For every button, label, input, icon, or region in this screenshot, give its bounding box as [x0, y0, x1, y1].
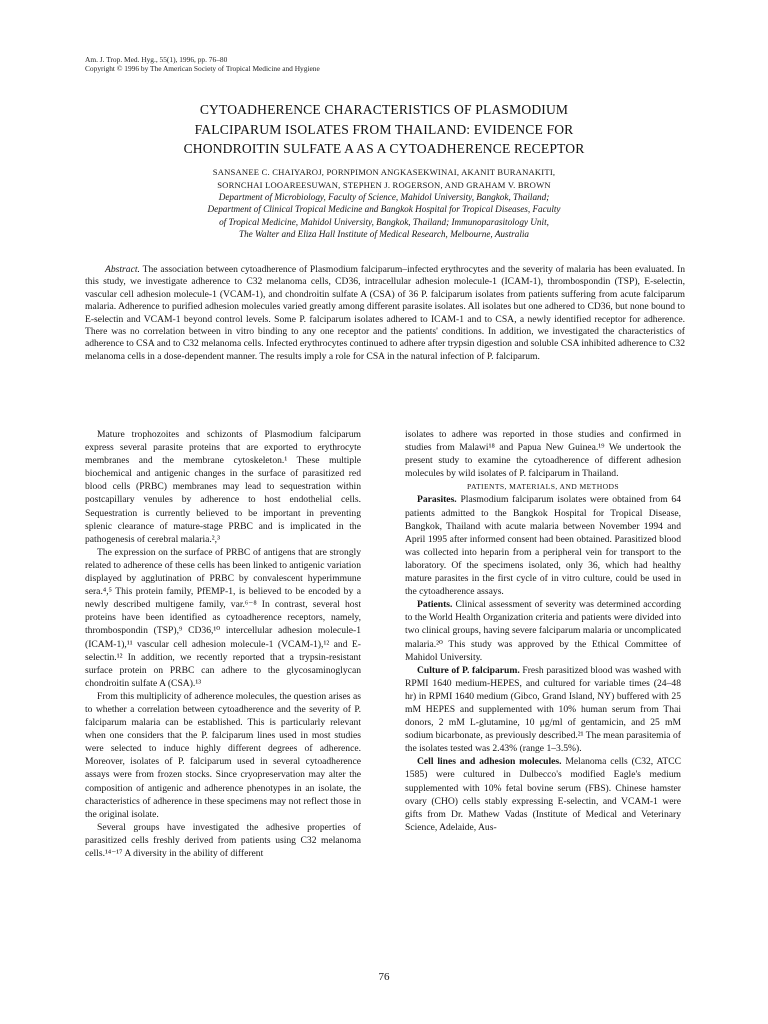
abstract-paragraph [85, 264, 685, 363]
page-number: 76 [378, 971, 390, 983]
body-paragraph: isolates to adhere was reported in those studies and confirmed in studies from Malawi¹⁸ and Papua New Guinea.¹⁹ We undertook the present study to examine the cytoadherence of different adhesion molecules by wild isolates of P. falciparum in Thailand. [405, 429, 681, 480]
author-line-2: SORNCHAI LOOAREESUWAN, STEPHEN J. ROGERSON, AND GRAHAM V. BROWN [217, 179, 551, 190]
title-line-1: CYTOADHERENCE CHARACTERISTICS OF PLASMODIUM [199, 102, 569, 117]
cell-lines-paragraph [405, 755, 681, 834]
paragraph-text: Plasmodium falciparum isolates were obtained from 64 patients admitted to the Bangkok Hospital for Tropical Disease, Bangkok, Thailand with acute malaria between November 1994 and April 1995 after informed consent had been obtained. Parasitized blood was collected into heparin from a peripheral vein for transport to the laboratory. Of the specimens isolated, only 36, which had healthy mature parasites in the first cycle of in vitro culture, could be used in the cytoadherence assays. [405, 494, 682, 598]
right-column [405, 428, 681, 834]
run-in-heading: Parasites. [417, 494, 457, 506]
author-list [130, 166, 638, 191]
paragraph-text: Melanoma cells (C32, ATCC 1585) were cultured in Dulbecco's modified Eagle's medium supplemented with 10% fetal bovine serum (FBS). Chinese hamster ovary (CHO) cells stably expressing E-selectin, and VCAM-1 were gifts from Dr. Mathew Vadas (Institute of Medical and Veterinary Science, Adelaide, Aus- [405, 756, 681, 833]
run-in-heading: Culture of P. falciparum. [417, 664, 520, 676]
title-line-2: FALCIPARUM ISOLATES FROM THAILAND: EVIDENCE FOR [194, 121, 574, 137]
paragraph-text: Clinical assessment of severity was determined according to the World Health Organization criteria and patients were divided into two clinical groups, having severe falciparum malaria or uncomplicated malaria.²⁰ This study was approved by the Ethical Committee of Mahidol University. [405, 599, 681, 663]
author-line-1: SANSANEE C. CHAIYAROJ, PORNPIMON ANGKASEKWINAI, AKANIT BURANAKITI, [212, 167, 556, 177]
body-paragraph: The expression on the surface of PRBC of antigens that are strongly related to adherence of these cells has been linked to antigenic variation displayed by agglutination of PRBC by convalescent hyperimmune sera.⁴,⁵ This protein family, PfEMP-1, is believed to be encoded by a newly described multigene family, var.⁶⁻⁸ In contrast, several host proteins have been identified as cytoadherence receptors, namely, thrombospondin (TSP),⁹ CD36,¹⁰ intercellular adhesion molecule-1 (ICAM-1),¹¹ vascular cell adhesion molecule-1 (VCAM-1),¹² and E-selectin.¹² In addition, we recently reported that a trypsin-resistant surface protein on PRBC can adhere to the glycosaminoglycan chondroitin sulfate A (CSA).¹³ [85, 546, 361, 689]
body-paragraph: Mature trophozoites and schizonts of Plasmodium falciparum express several parasite proteins that are exported to erythrocyte membranes and the membrane cytoskeleton.¹ These multiple biochemical and antigenic changes in the surface of parasitized red blood cells (PRBC) membranes may lead to sequestration within postcapillary venules by adherence to host endothelial cells. Sequestration is currently believed to be important in preventing splenic clearance of mature-stage PRBC and is implicated in the pathogenesis of cerebral malaria.²,³ [85, 429, 361, 545]
run-in-heading: Patients. [417, 599, 453, 611]
culture-paragraph [405, 664, 681, 756]
affiliation-line-4: The Walter and Eliza Hall Institute of Medical Research, Melbourne, Australia [238, 229, 530, 240]
abstract-text: The association between cytoadherence of Plasmodium falciparum–infected erythrocytes and the severity of malaria has been evaluated. In this study, we investigate adherence to C32 melanoma cells, CD36, intracellular adhesion molecule-1 (ICAM-1), thrombospondin (TSP), E-selectin, vascular cell adhesion molecule-1 (VCAM-1), and chondroitin sulfate A (CSA) of 36 P. falciparum isolates from patients suffering from acute falciparum malaria. Adherence to purified adhesion molecules varied greatly among different parasite isolates. All isolates but one adhered to CD36, but none bound to E-selectin and VCAM-1 beyond control levels. Some P. falciparum isolates adhered to ICAM-1 and to CSA, a newly identified receptor for adherence. There was no correlation between in vitro binding to any one receptor and the patients' conditions. In addition, we investigated the characteristics of adherence to CSA and to C32 melanoma cells. Infected erythrocytes continued to adhere after trypsin digestion and soluble CSA inhibited adherence to C32 melanoma cells in a dose-dependent manner. The results imply a role for CSA in the natural infection of P. falciparum. [85, 264, 685, 362]
paragraph-text: Fresh parasitized blood was washed with RPMI 1640 medium-HEPES, and cultured for variable times (24–48 hr) in RPMI 1640 medium (Gibco, Grand Island, NY) buffered with 25 mM HEPES and supplemented with 10% human serum from Thai donors, 2 mM L-glutamine, 10 μg/ml of gentamicin, and 25 mM sodium bicarbonate, as previously described.²¹ The mean parasitemia of the isolates tested was 2.43% (range 1–3.5%). [405, 664, 681, 755]
section-heading: PATIENTS, MATERIALS, AND METHODS [467, 482, 619, 492]
title-line-3: CHONDROITIN SULFATE A AS A CYTOADHERENCE RECEPTOR [183, 141, 585, 157]
left-column [85, 428, 361, 860]
copyright-line: Copyright © 1996 by The American Society of Tropical Medicine and Hygiene [85, 64, 320, 74]
body-paragraph: From this multiplicity of adherence molecules, the question arises as to whether a correlation between cytoadherence and the severity of P. falciparum malaria can be established. This is particularly relevant when one considers that the P. falciparum lines used in most studies were selected to induce highly different degrees of adherence. Moreover, isolates of P. falciparum used in several cytoadherence assays were from frozen stocks. Since cryopreservation may alter the composition of antigenic and adherence phenotypes in an isolate, the characteristics of adherence in these specimens may not reflect those in the original isolate. [85, 690, 361, 820]
affiliation-line-3: of Tropical Medicine, Mahidol University, Bangkok, Thailand; Immunoparasitology Unit, [219, 216, 549, 227]
citation-line: Am. J. Trop. Med. Hyg., 55(1), 1996, pp. 76–80 [85, 55, 228, 64]
patients-paragraph [405, 598, 681, 663]
parasites-paragraph [405, 493, 681, 598]
journal-citation-header [85, 55, 320, 74]
abstract [85, 264, 685, 363]
author-affiliations [130, 191, 638, 241]
affiliation-line-2: Department of Clinical Tropical Medicine and Bangkok Hospital for Tropical Diseases, Faculty [207, 204, 561, 215]
abstract-heading: Abstract. [105, 264, 140, 275]
run-in-heading: Cell lines and adhesion molecules. [417, 756, 562, 768]
article-title [130, 100, 638, 159]
affiliation-line-1: Department of Microbiology, Faculty of Science, Mahidol University, Bangkok, Thailand; [218, 192, 550, 202]
body-paragraph: Several groups have investigated the adhesive properties of parasitized cells freshly derived from patients using C32 melanoma cells.¹⁴⁻¹⁷ A diversity in the ability of different [85, 821, 361, 859]
